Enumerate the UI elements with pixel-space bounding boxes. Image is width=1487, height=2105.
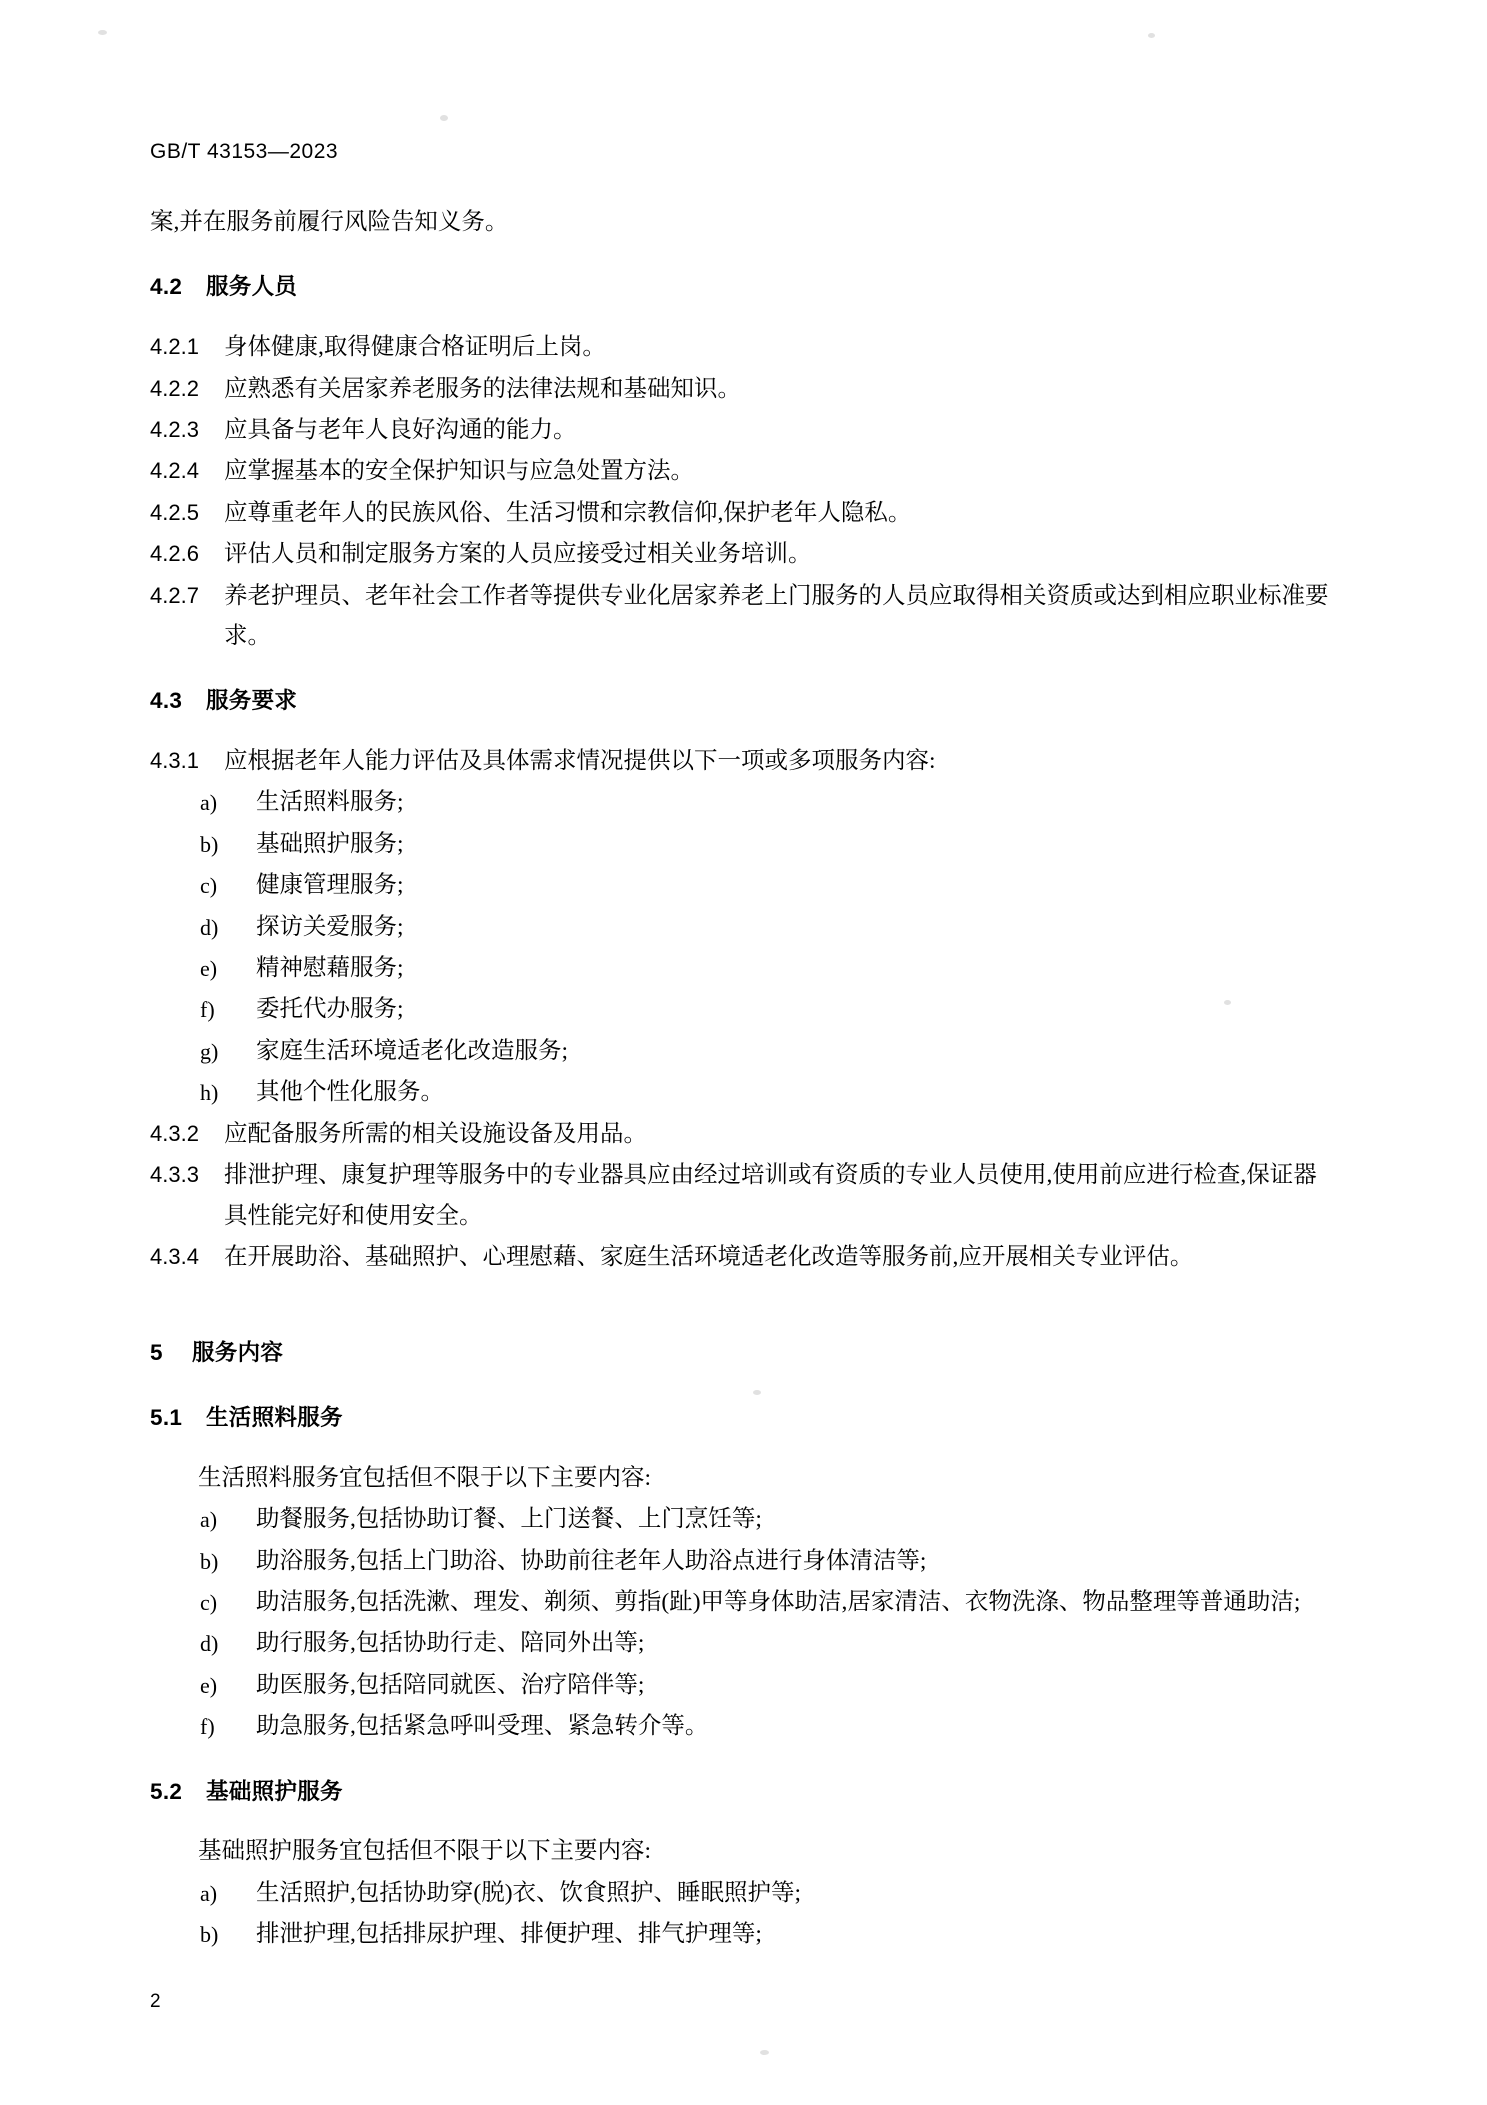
list-item: [150, 1031, 1337, 1071]
clause-text: 应配备服务所需的相关设施设备及用品。: [224, 1120, 647, 1147]
list-marker: a): [200, 1880, 218, 1906]
scan-speckle: [1148, 33, 1155, 38]
list-text: 助洁服务,包括洗漱、理发、剃须、剪指(趾)甲等身体助洁,居家清洁、衣物洗涤、物品整理等普通助洁;: [256, 1588, 1301, 1615]
section-heading-4-3: [150, 682, 1337, 721]
list-marker: b): [200, 831, 219, 857]
scan-speckle: [760, 2050, 769, 2055]
list-text: 家庭生活环境适老化改造服务;: [256, 1037, 569, 1064]
section-heading-4-2: [150, 268, 1337, 307]
clause-text: 养老护理员、老年社会工作者等提供专业化居家养老上门服务的人员应取得相关资质或达到相应职业标准要求。: [224, 582, 1329, 649]
section-intro-5-1: 生活照料服务宜包括但不限于以下主要内容:: [198, 1464, 652, 1491]
clause-4-2-7: [150, 576, 1337, 657]
list-text: 助医服务,包括陪同就医、治疗陪伴等;: [256, 1671, 645, 1698]
section-heading-5-1: [150, 1399, 1337, 1438]
list-text: 探访关爱服务;: [256, 913, 404, 940]
list-item: [150, 1499, 1337, 1539]
clause-number: 4.3.4: [150, 1243, 199, 1269]
continued-paragraph: 案,并在服务前履行风险告知义务。: [150, 209, 509, 235]
section-title-4-3: 服务要求: [206, 688, 298, 714]
clause-number: 4.3.1: [150, 748, 199, 774]
clause-4-2-3: [150, 410, 1337, 450]
list-marker: a): [200, 1507, 218, 1533]
list-item: [150, 1623, 1337, 1663]
list-text: 助行服务,包括协助行走、陪同外出等;: [256, 1630, 645, 1657]
clause-number: 4.3.3: [150, 1162, 199, 1188]
clause-text: 应具备与老年人良好沟通的能力。: [224, 416, 577, 443]
section-heading-5: [150, 1334, 1337, 1373]
section-title-5-1: 生活照料服务: [206, 1405, 343, 1430]
list-text: 委托代办服务;: [256, 996, 404, 1023]
section-title-5-2: 基础照护服务: [206, 1778, 343, 1804]
list-marker: e): [200, 1672, 218, 1698]
clause-4-2-4: [150, 451, 1337, 491]
list-text: 健康管理服务;: [256, 872, 404, 899]
clause-number: 4.3.2: [150, 1120, 199, 1146]
clause-number: 4.2.7: [150, 582, 199, 608]
document-body: [150, 202, 1337, 1954]
clause-4-3-1: [150, 741, 1337, 781]
list-item: [150, 1072, 1337, 1112]
section-number-4-3: 4.3: [150, 688, 183, 714]
clause-text: 应根据老年人能力评估及具体需求情况提供以下一项或多项服务内容:: [224, 748, 936, 775]
list-marker: d): [200, 914, 219, 940]
list-marker: a): [200, 790, 218, 816]
list-text: 助急服务,包括紧急呼叫受理、紧急转介等。: [256, 1713, 709, 1740]
list-item: [150, 865, 1337, 905]
clause-4-2-5: [150, 493, 1337, 533]
section-title-4-2: 服务人员: [206, 274, 298, 300]
list-text: 精神慰藉服务;: [256, 955, 404, 982]
section-number-4-2: 4.2: [150, 274, 183, 300]
scan-speckle: [1224, 1000, 1231, 1005]
list-marker: b): [200, 1922, 219, 1948]
list-item: [150, 989, 1337, 1029]
clause-text: 应掌握基本的安全保护知识与应急处置方法。: [224, 458, 694, 485]
clause-4-2-1: [150, 327, 1337, 367]
clause-number: 4.2.2: [150, 375, 199, 401]
list-text: 其他个性化服务。: [256, 1079, 444, 1106]
clause-text: 身体健康,取得健康合格证明后上岗。: [224, 334, 606, 361]
list-text: 助餐服务,包括协助订餐、上门送餐、上门烹饪等;: [256, 1506, 762, 1533]
list-text: 助浴服务,包括上门助浴、协助前往老年人助浴点进行身体清洁等;: [256, 1547, 927, 1574]
list-text: 生活照护,包括协助穿(脱)衣、饮食照护、睡眠照护等;: [256, 1879, 802, 1906]
scan-speckle: [440, 115, 448, 121]
list-text: 基础照护服务;: [256, 830, 404, 857]
clause-text: 排泄护理、康复护理等服务中的专业器具应由经过培训或有资质的专业人员使用,使用前应进行检查,保证器具性能完好和使用安全。: [224, 1162, 1317, 1229]
section-intro-5-2: 基础照护服务宜包括但不限于以下主要内容:: [198, 1838, 652, 1865]
list-item: [150, 907, 1337, 947]
list-item: [150, 948, 1337, 988]
list-item: [150, 824, 1337, 864]
clause-4-2-6: [150, 534, 1337, 574]
list-marker: g): [200, 1038, 219, 1064]
list-marker: c): [200, 873, 218, 899]
list-text: 排泄护理,包括排尿护理、排便护理、排气护理等;: [256, 1921, 762, 1948]
clause-4-3-2: [150, 1114, 1337, 1154]
list-marker: e): [200, 956, 218, 982]
page-number: 2: [150, 1991, 161, 2012]
section-number-5-1: 5.1: [150, 1405, 183, 1430]
section-heading-5-2: [150, 1773, 1337, 1812]
clause-text: 应熟悉有关居家养老服务的法律法规和基础知识。: [224, 375, 741, 402]
clause-4-3-3: [150, 1155, 1337, 1236]
clause-4-2-2: [150, 369, 1337, 409]
list-item: [150, 1873, 1337, 1913]
list-marker: d): [200, 1631, 219, 1657]
list-marker: b): [200, 1548, 219, 1574]
list-item: [150, 1541, 1337, 1581]
section-number-5-2: 5.2: [150, 1778, 183, 1804]
list-marker: f): [200, 997, 215, 1023]
clause-number: 4.2.1: [150, 334, 199, 360]
list-text: 生活照料服务;: [256, 789, 404, 816]
clause-4-3-4: [150, 1237, 1337, 1277]
section-title-5: 服务内容: [192, 1340, 284, 1366]
list-item: [150, 1914, 1337, 1954]
list-item: [150, 1582, 1337, 1622]
standard-code-header: GB/T 43153—2023: [150, 140, 339, 163]
clause-number: 4.2.5: [150, 499, 199, 525]
clause-number: 4.2.3: [150, 416, 199, 442]
clause-text: 评估人员和制定服务方案的人员应接受过相关业务培训。: [224, 541, 812, 568]
clause-text: 在开展助浴、基础照护、心理慰藉、家庭生活环境适老化改造等服务前,应开展相关专业评估。: [224, 1243, 1194, 1270]
list-item: [150, 782, 1337, 822]
clause-text: 应尊重老年人的民族风俗、生活习惯和宗教信仰,保护老年人隐私。: [224, 499, 912, 526]
section-number-5: 5: [150, 1340, 163, 1366]
list-marker: h): [200, 1080, 219, 1106]
list-item: [150, 1665, 1337, 1705]
list-marker: f): [200, 1714, 215, 1740]
clause-number: 4.2.6: [150, 541, 199, 567]
scan-speckle: [753, 1390, 761, 1395]
list-marker: c): [200, 1589, 218, 1615]
list-item: [150, 1706, 1337, 1746]
scan-speckle: [98, 30, 107, 35]
clause-number: 4.2.4: [150, 458, 199, 484]
